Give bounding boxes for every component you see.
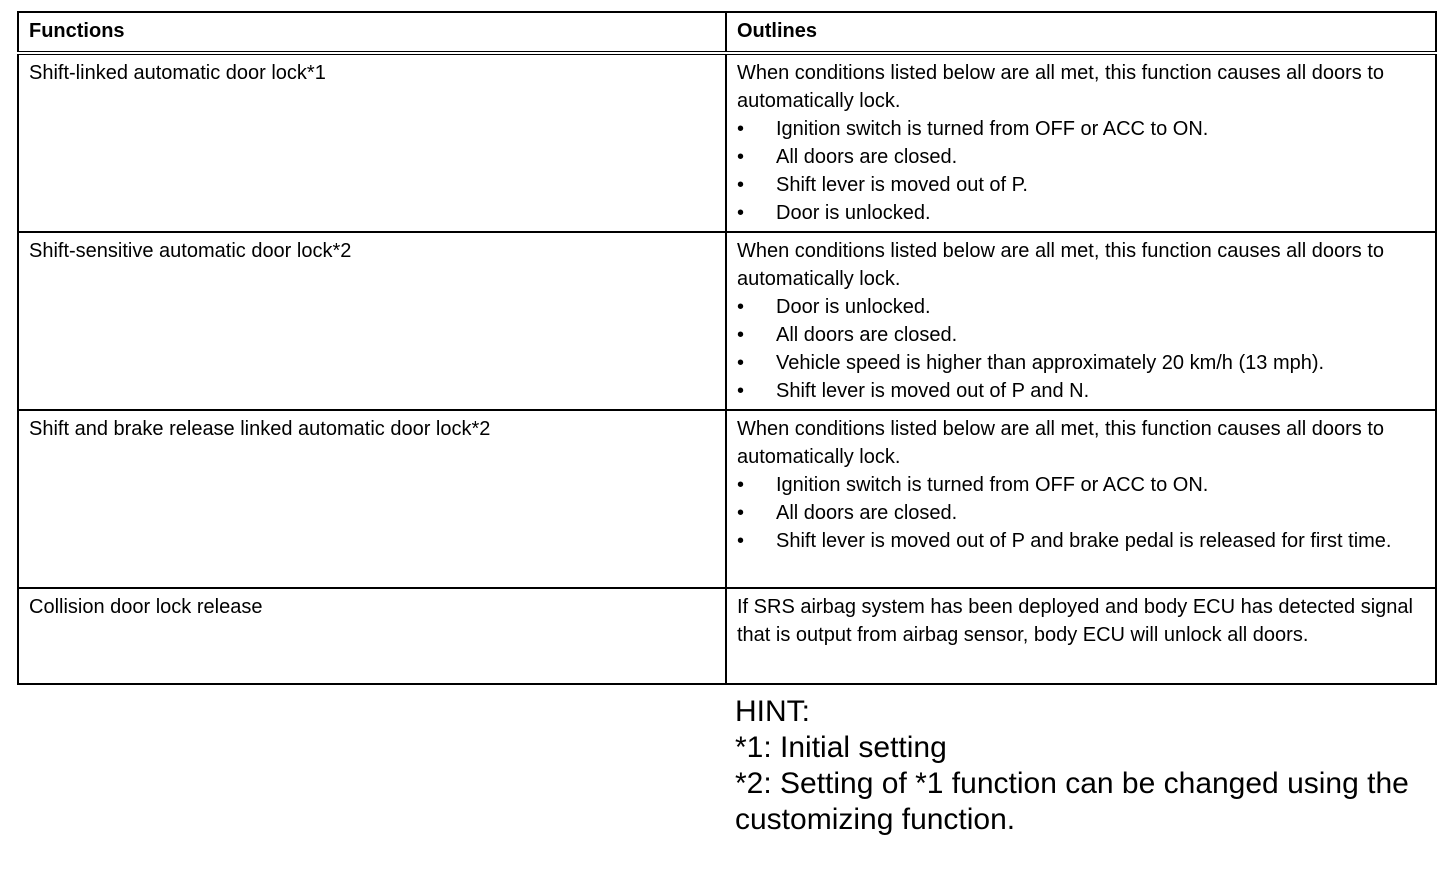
table-row [18, 588, 1436, 684]
function-outline [726, 232, 1436, 410]
condition-item: • Vehicle speed is higher than approximately 20 km/h (13 mph). [737, 349, 1425, 377]
bullet-icon: • [737, 474, 745, 496]
function-name: Shift and brake release linked automatic door lock*2 [18, 410, 726, 588]
bullet-icon: • [737, 118, 745, 140]
condition-item: • All doors are closed. [737, 143, 1425, 171]
table-row [18, 53, 1436, 232]
condition-item: • All doors are closed. [737, 321, 1425, 349]
bullet-icon: • [737, 352, 745, 374]
function-name: Shift-sensitive automatic door lock*2 [18, 232, 726, 410]
function-name: Shift-linked automatic door lock*1 [18, 53, 726, 232]
bullet-icon: • [737, 296, 745, 318]
function-outline [726, 410, 1436, 588]
bullet-icon: • [737, 380, 745, 402]
bullet-icon: • [737, 502, 745, 524]
bullet-icon: • [737, 174, 745, 196]
outline-intro: When conditions listed below are all met, this function causes all doors to automatically lock. [737, 240, 1385, 290]
hint-note-2: *2: Setting of *1 function can be changed using the customizing function. [735, 767, 1409, 836]
header-functions: Functions [18, 12, 726, 53]
condition-list [737, 471, 1425, 555]
function-outline [726, 53, 1436, 232]
bullet-icon: • [737, 146, 745, 168]
condition-item: • Shift lever is moved out of P and N. [737, 377, 1425, 405]
condition-item: • Door is unlocked. [737, 293, 1425, 321]
outline-intro: When conditions listed below are all met, this function causes all doors to automatically lock. [737, 62, 1385, 112]
condition-item: • Ignition switch is turned from OFF or ACC to ON. [737, 115, 1425, 143]
functions-table [17, 11, 1437, 685]
outline-intro: If SRS airbag system has been deployed and body ECU has detected signal that is output from airbag sensor, body ECU will unlock all doors. [737, 596, 1413, 646]
header-outlines: Outlines [726, 12, 1436, 53]
bullet-icon: • [737, 530, 745, 552]
condition-list [737, 115, 1425, 227]
condition-item: • Shift lever is moved out of P and brake pedal is released for first time. [737, 527, 1425, 555]
hint-title: HINT: [735, 695, 810, 728]
function-name: Collision door lock release [18, 588, 726, 684]
bullet-icon: • [737, 324, 745, 346]
table-header-row [18, 12, 1436, 53]
hint-note-1: *1: Initial setting [735, 731, 947, 764]
condition-list [737, 293, 1425, 405]
bullet-icon: • [737, 202, 745, 224]
table-row [18, 410, 1436, 588]
condition-item: • Door is unlocked. [737, 199, 1425, 227]
condition-item: • Shift lever is moved out of P. [737, 171, 1425, 199]
table-row [18, 232, 1436, 410]
condition-item: • Ignition switch is turned from OFF or ACC to ON. [737, 471, 1425, 499]
hint-block [735, 694, 1435, 838]
function-outline [726, 588, 1436, 684]
outline-intro: When conditions listed below are all met, this function causes all doors to automatically lock. [737, 418, 1385, 468]
condition-item: • All doors are closed. [737, 499, 1425, 527]
